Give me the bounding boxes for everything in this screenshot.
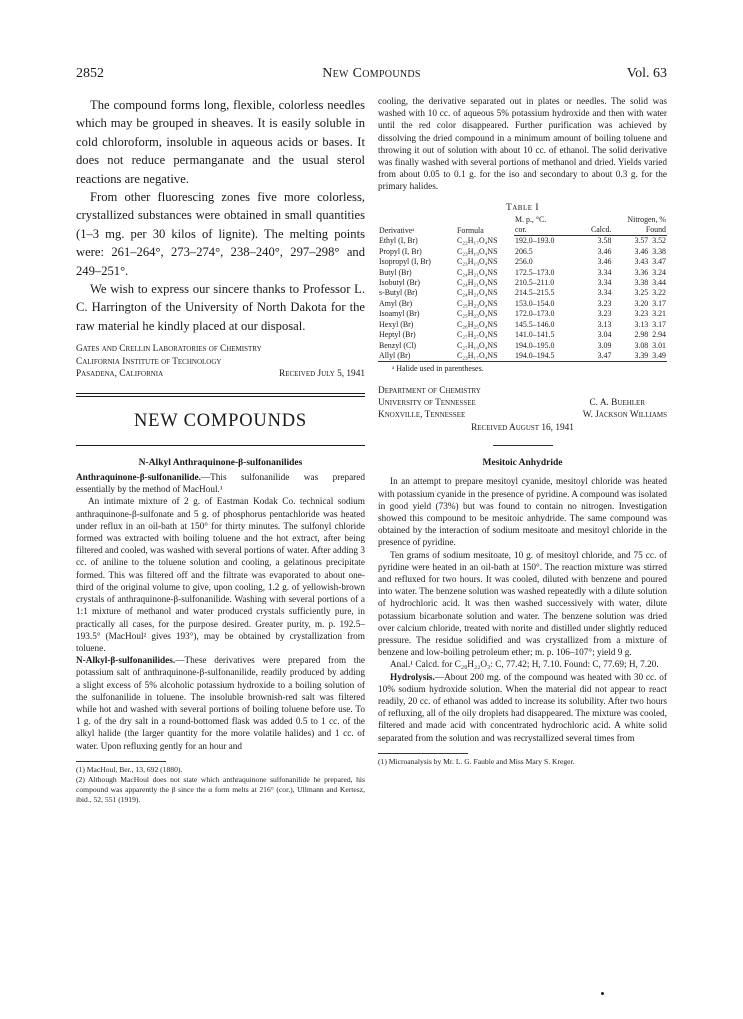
running-title: New Compounds [322,66,421,81]
cell-found: 3.46 3.38 [634,246,666,256]
table-footnote: ᵃ Halide used in parentheses. [392,364,484,374]
body-paragraph: We wish to express our sincere thanks to Professor L. C. Harrington of the University of North Dakota for the raw material he kindly placed at our disposal. [76,282,365,333]
cell-derivative: Hexyl (Br) [379,319,414,329]
cell-found: 3.36 3.24 [634,267,666,277]
received-date: Received July 5, 1941 [279,369,365,380]
paragraph-text: —This sulfonanilide was prepared essentially by the method of MacHoul.¹ [76,473,365,496]
cell-derivative: Butyl (Br) [379,267,412,277]
body-paragraph: Ten grams of sodium mesitoate, 10 g. of mesitoyl chloride, and 75 cc. of pyridine were heated in an oil-bath at 150°. The reaction mixture was stirred and refluxed for two hours. It was cooled, diluted with benzene and poured into water. The benzene solution was washed repeatedly with a dilute solution of hydrochloric acid. It was then washed successively with water, dilute potassium bicarbonate solution and water. The benzene solution was dried over calcium chloride, treated with norite and distilled under slightly reduced pressure. The residue solidified and was crystallized from a mixture of benzene and low-boiling petroleum ether; m. p. 106–107°; yield 9 g. [378,550,667,659]
cell-calcd: 3.34 [597,278,612,288]
department: Department of Chemistry [378,386,481,397]
section-divider [76,393,365,394]
cell-mp: 194.0–195.0 [515,340,555,350]
cell-mp: 172.0–173.0 [515,309,555,319]
column-header-nitrogen: Nitrogen, % [627,214,666,224]
table-row [378,330,667,340]
article-title: N-Alkyl Anthraquinone-β-sulfonanilides [138,458,303,469]
cell-formula: C₂₄H₂₁O₄NS [457,278,498,288]
author: W. Jackson Williams [582,410,667,421]
cell-mp: 256.0 [515,257,533,267]
cell-derivative: Benzyl (Cl) [379,340,417,350]
cell-found: 3.08 3.01 [634,340,666,350]
paragraph-text: —About 200 mg. of the compound was heated with 30 cc. of 10% sodium hydroxide solution. When the material did not appear to react readily, 20 cc. of ethanol was added to increase its solubility. After two hours of refluxing, all of the oily droplets had disappeared. The mixture was cooled, filtered and made acid with concentrated hydrochloric acid. A white solid separated from the solution and was recrystallized several times from [378,672,667,744]
cell-calcd: 3.13 [597,319,612,329]
left-column [76,96,365,805]
cell-mp: 141.0–141.5 [515,330,555,340]
cell-found: 3.25 3.22 [634,288,666,298]
column-header-mp: M. p., °C. [515,214,547,224]
cell-derivative: Propyl (I, Br) [379,246,422,256]
cell-found: 3.20 3.17 [634,298,666,308]
cell-formula: C₂₅H₂₃O₄NS [457,309,498,319]
cell-found: 3.13 3.17 [634,319,666,329]
cell-calcd: 3.47 [576,351,612,362]
data-table [378,215,667,363]
cell-calcd: 3.09 [597,340,612,350]
cell-formula: C₂₃H₁₉O₄NS [457,246,498,256]
article-separator [493,445,553,446]
cell-mp: 172.5–173.0 [515,267,555,277]
table-row [378,247,667,257]
cell-derivative: Amyl (Br) [379,298,413,308]
body-paragraph: An intimate mixture of 2 g. of Eastman Kodak Co. technical sodium anthraquinone-β-sulfonate and 5 g. of phosphorus pentachloride was heated under reflux in an oil-bath at 150° for thirty minutes. The sulfonyl chloride formed was extracted with boiling toluene and the hot extract, after being filtered and cooled, was washed with several portions of water. After adding 3 cc. of aniline to the toluene solution and cooling, a gelatinous precipitate formed. This was filtered off and the filtrate was evaporated to about one-third of the original volume to give, upon cooling, 1.2 g. of yellowish-brown crystals of anthraquinone-β-sulfonanilide. Washing with several portions of a 1:1 mixture of methanol and water produced crystals sufficiently pure, in practically all cases, for the purpose desired. Greater purity, m. p. 192.5–193.5° (MacHoul² gives 193°), may be obtained by crystallization from toluene. [76,497,365,654]
section-title: NEW COMPOUNDS [134,411,307,432]
running-header [76,66,667,82]
cell-found: 3.23 3.21 [634,309,666,319]
affiliation-city: Knoxville, Tennessee [378,410,466,421]
cell-formula: C₂₃H₁₇O₄NS [456,351,514,362]
body-paragraph [76,655,365,753]
table-row [378,268,667,278]
cell-mp: 214.5–215.5 [515,288,555,298]
footnote-rule [76,761,166,762]
cell-calcd: 3.34 [597,288,612,298]
cell-found: 3.57 3.52 [634,236,666,246]
cell-derivative: Isopropyl (I, Br) [379,257,431,267]
ink-dot [601,992,604,995]
cell-derivative: Isobutyl (Br) [379,278,420,288]
run-in-heading: Anthraquinone-β-sulfonanilide. [76,473,201,484]
cell-derivative: Heptyl (Br) [379,330,416,340]
cell-formula: C₂₄H₂₁O₄NS [457,267,498,277]
affiliation-institute: California Institute of Technology [76,356,222,367]
page-number: 2852 [76,66,104,81]
cell-derivative: s-Butyl (Br) [379,288,418,298]
column-header-calcd: Calcd. [576,225,612,236]
cell-mp: 206.5 [515,246,533,256]
footnote-rule [378,753,468,754]
cell-formula: C₂₇H₁₉O₄NS [457,340,498,350]
cell-calcd: 3.23 [597,298,612,308]
table-row [378,299,667,309]
column-header-mp-cor: cor. [514,225,576,236]
cell-formula: C₂₃H₁₉O₄NS [457,257,498,267]
received-date: Received August 16, 1941 [471,423,574,434]
cell-formula: C₂₂H₁₇O₄NS [457,236,498,246]
body-paragraph: From other fluorescing zones five more colorless, crystallized substances were obtained in small quantities (1–3 mg. per 30 kilos of lignite). The melting points were: 261–264°, 273–274°, 238–240°, 297–298° and 249–251°. [76,190,365,278]
cell-calcd: 3.34 [597,267,612,277]
cell-mp: 210.5–211.0 [515,278,555,288]
volume-number: Vol. 63 [626,66,667,81]
cell-found: 3.38 3.44 [634,278,666,288]
table-row [378,278,667,288]
article-title: Mesitoic Anhydride [482,458,563,469]
cell-found: 3.43 3.47 [634,257,666,267]
cell-mp: 145.5–146.0 [515,319,555,329]
cell-mp: 153.0–154.0 [515,298,555,308]
cell-calcd: 3.46 [597,246,612,256]
cell-mp: 192.0–193.0 [515,236,555,246]
table-row [378,309,667,319]
body-paragraph [378,672,667,745]
footnote: (1) MacHoul, Ber., 13, 692 (1880). [76,764,183,774]
affiliation-city: Pasadena, California [76,369,164,380]
body-paragraph: Anal.¹ Calcd. for C₂₀H₂₂O₃: C, 77.42; H, 7.10. Found: C, 77.69; H, 7.20. [390,660,659,671]
cell-derivative: Isoamyl (Br) [379,309,420,319]
cell-calcd: 3.46 [597,257,612,267]
section-divider-thin [76,396,365,397]
cell-formula: C₂₄H₂₁O₄NS [457,288,498,298]
run-in-heading: N-Alkyl-β-sulfonanilides. [76,656,176,667]
cell-formula: C₂₇H₂₇O₄NS [457,330,498,340]
cell-mp: 194.0–194.5 [514,351,576,362]
body-paragraph: In an attempt to prepare mesitoyl cyanide, mesitoyl chloride was heated with potassium cyanide in the presence of pyridine. A compound was isolated in good yield (73%) but was found to contain no nitrogen. Investigation showed this compound to be mesitoic anhydride. The same compound was obtained by the interaction of sodium mesitoate and mesitoyl chloride in the presence of pyridine. [378,477,667,549]
cell-found: 2.98 2.94 [634,330,666,340]
cell-formula: C₂₆H₂₅O₄NS [457,319,498,329]
table-row [378,351,667,362]
cell-calcd: 3.23 [597,309,612,319]
paragraph-text: —These derivatives were prepared from the potassium salt of anthraquinone-β-sulfonanilide, readily produced by adding a slight excess of 5% alcoholic potassium hydroxide to a boiling solution of the sulfonanilide in toluene. The insoluble brownish-red salt was filtered while hot and washed with several portions of boiling toluene before use. To 1 g. of the dry salt in a round-bottomed flask was added 0.5 to 1 cc. of the alkyl halide (the larger quantity for the more volatile halides) and 1 cc. of water. Upon refluxing gently for an hour and [76,656,365,752]
run-in-heading: Hydrolysis. [390,672,435,683]
affiliation-lab: Gates and Crellin Laboratories of Chemistry [76,344,262,355]
table-title: Table I [505,202,540,213]
author: C. A. Buehler [589,398,645,409]
table-row [378,341,667,351]
footnote: (1) Microanalysis by Mr. L. G. Fauble and Miss Mary S. Kreger. [378,756,575,766]
table-row [378,288,667,298]
cell-calcd: 3.04 [597,330,612,340]
body-paragraph [76,472,365,496]
right-column [378,96,667,767]
affiliation-block [76,343,365,381]
cell-calcd: 3.58 [597,236,612,246]
column-header-derivative: Derivativeᵃ [379,225,415,235]
footnote: (2) Although MacHoul does not state which anthraquinone sulfonanilide he prepared, his compound was apparently the β since the α form melts at 216° (cor.), Ullmann and Kertesz, ibid., 52, 551 (1919). [76,774,365,804]
table-row [378,236,667,247]
column-header-found: Found [612,225,667,236]
section-divider [76,445,365,446]
cell-derivative: Ethyl (I, Br) [379,236,418,246]
body-paragraph: cooling, the derivative separated out in plates or needles. The solid was washed with 10 cc. of aqueous 5% potassium hydroxide and then with water until the red color disappeared. Further purification was achieved by dissolving the dried compound in a minimum amount of boiling toluene and throwing it out of solution with about 10 cc. of ethanol. The solid derivative was finally washed with several portions of methanol and dried. Yields varied from about 0.05 to 0.1 g. for the iso and secondary to about 0.3 g. for the primary halides. [378,97,667,193]
body-paragraph: The compound forms long, flexible, colorless needles which may be grouped in sheaves. It is easily soluble in cold chloroform, insoluble in aqueous acids or bases. It does not reduce permanganate and the usual sterol reactions are negative. [76,98,365,186]
table-row [378,257,667,267]
cell-derivative: Allyl (Br) [378,351,456,362]
cell-found: 3.39 3.49 [612,351,667,362]
table-row [378,320,667,330]
affiliation-block [378,385,667,434]
column-header-formula: Formula [457,225,484,235]
cell-formula: C₂₅H₂₃O₄NS [457,298,498,308]
university: University of Tennessee [378,398,476,409]
